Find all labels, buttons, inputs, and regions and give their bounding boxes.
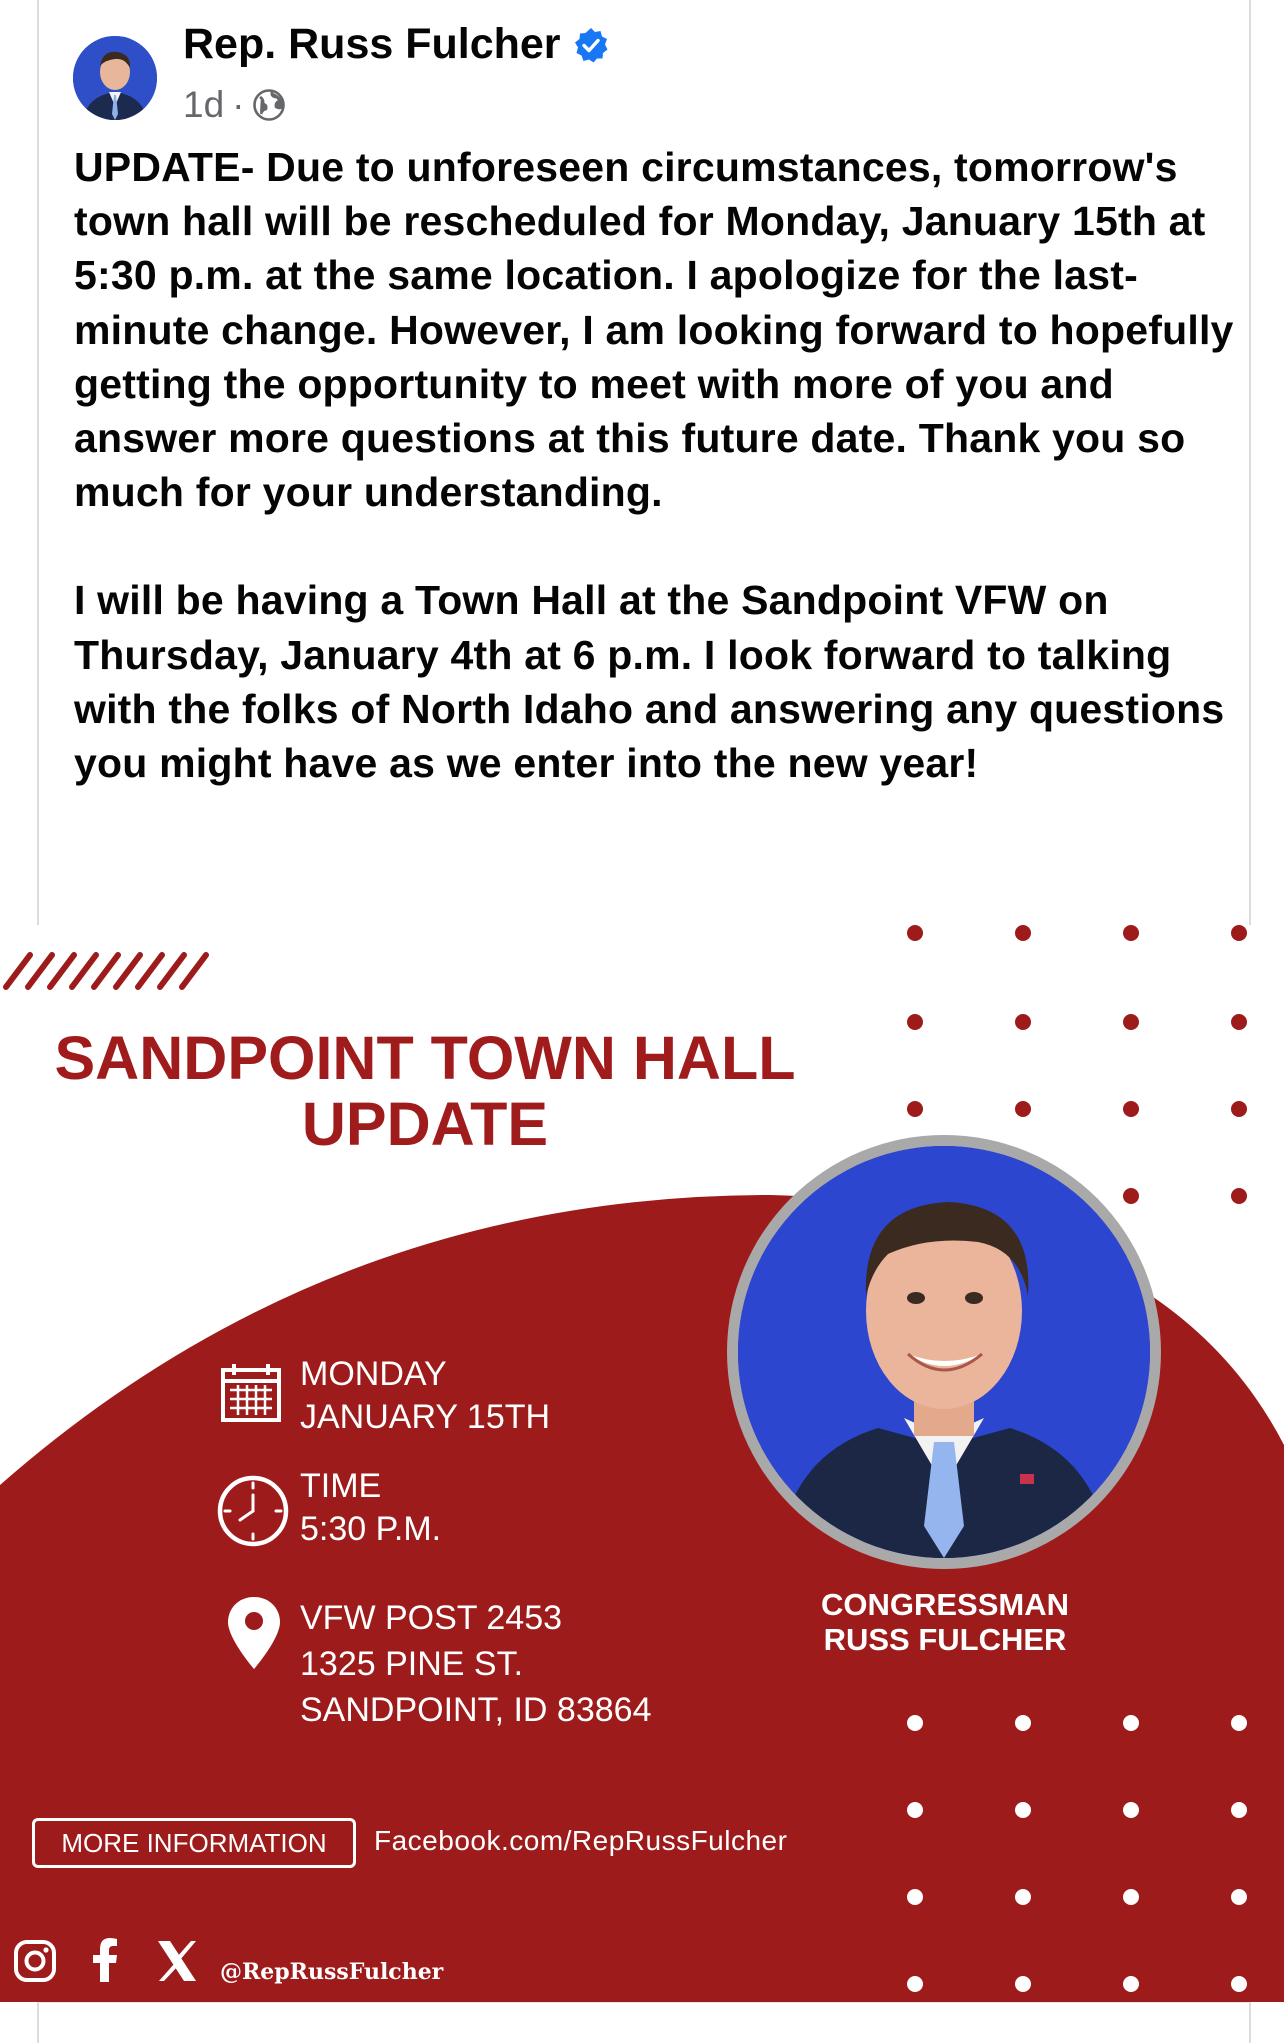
event-location-city: SANDPOINT, ID 83864 <box>300 1691 652 1729</box>
facebook-icon[interactable] <box>90 1938 120 1984</box>
verified-badge-icon <box>573 27 609 63</box>
avatar[interactable] <box>73 36 157 120</box>
event-time <box>300 1465 441 1551</box>
portrait-photo <box>738 1146 1150 1558</box>
post-paragraph-original: I will be having a Town Hall at the Sandpoint VFW on Thursday, January 4th at 6 p.m. I look forward to talking with the folks of North Idaho and answering any questions you might have as we enter into the new year! <box>74 577 1225 787</box>
social-handle: @RepRussFulcher <box>220 1959 444 1985</box>
graphic-title-line-1: SANDPOINT TOWN HALL <box>54 1024 796 1092</box>
town-hall-graphic[interactable] <box>0 925 1284 2002</box>
event-location-street: 1325 PINE ST. <box>300 1645 524 1683</box>
event-location <box>300 1595 651 1733</box>
post-timestamp[interactable]: 1d <box>183 84 225 125</box>
globe-icon[interactable] <box>252 88 286 122</box>
avatar-photo <box>73 36 157 120</box>
location-pin-icon <box>226 1595 282 1671</box>
event-location-venue: VFW POST 2453 <box>300 1599 563 1637</box>
event-time-label: TIME <box>300 1467 382 1505</box>
event-date <box>300 1353 550 1439</box>
clock-icon <box>215 1473 291 1549</box>
post-body <box>74 140 1244 790</box>
instagram-icon[interactable] <box>12 1938 58 1984</box>
facebook-page-link[interactable]: Facebook.com/RepRussFulcher <box>374 1825 788 1856</box>
graphic-title-line-2: UPDATE <box>301 1090 549 1158</box>
author-name[interactable]: Rep. Russ Fulcher <box>183 20 561 68</box>
diagonal-stripes-decoration <box>6 955 206 987</box>
more-information-button[interactable]: MORE INFORMATION <box>32 1818 356 1868</box>
x-icon[interactable] <box>156 1938 198 1984</box>
event-date-day: MONDAY <box>300 1355 447 1393</box>
event-date-date: JANUARY 15TH <box>300 1398 551 1436</box>
meta-separator: · <box>232 84 245 125</box>
portrait-caption-title: CONGRESSMAN <box>820 1587 1069 1622</box>
post-meta <box>183 84 286 126</box>
facebook-post <box>37 0 1251 925</box>
post-author[interactable] <box>183 20 609 69</box>
portrait-caption <box>760 1587 1130 1657</box>
portrait-caption-name: RUSS FULCHER <box>823 1622 1067 1657</box>
event-time-value: 5:30 P.M. <box>300 1510 442 1548</box>
congressman-portrait <box>727 1135 1161 1569</box>
graphic-title <box>0 1025 850 1157</box>
post-bottom-edge <box>37 2002 1251 2043</box>
calendar-icon <box>218 1361 284 1427</box>
post-paragraph-update: UPDATE- Due to unforeseen circumstances, tomorrow's town hall will be rescheduled for Monday, January 15th at 5:30 p.m. at the same location. I apologize for the last-minute change. However, I am looking forward to hopefully getting the opportunity to meet with more of you and answer more questions at this future date. Thank you so much for your understanding. <box>74 144 1234 516</box>
